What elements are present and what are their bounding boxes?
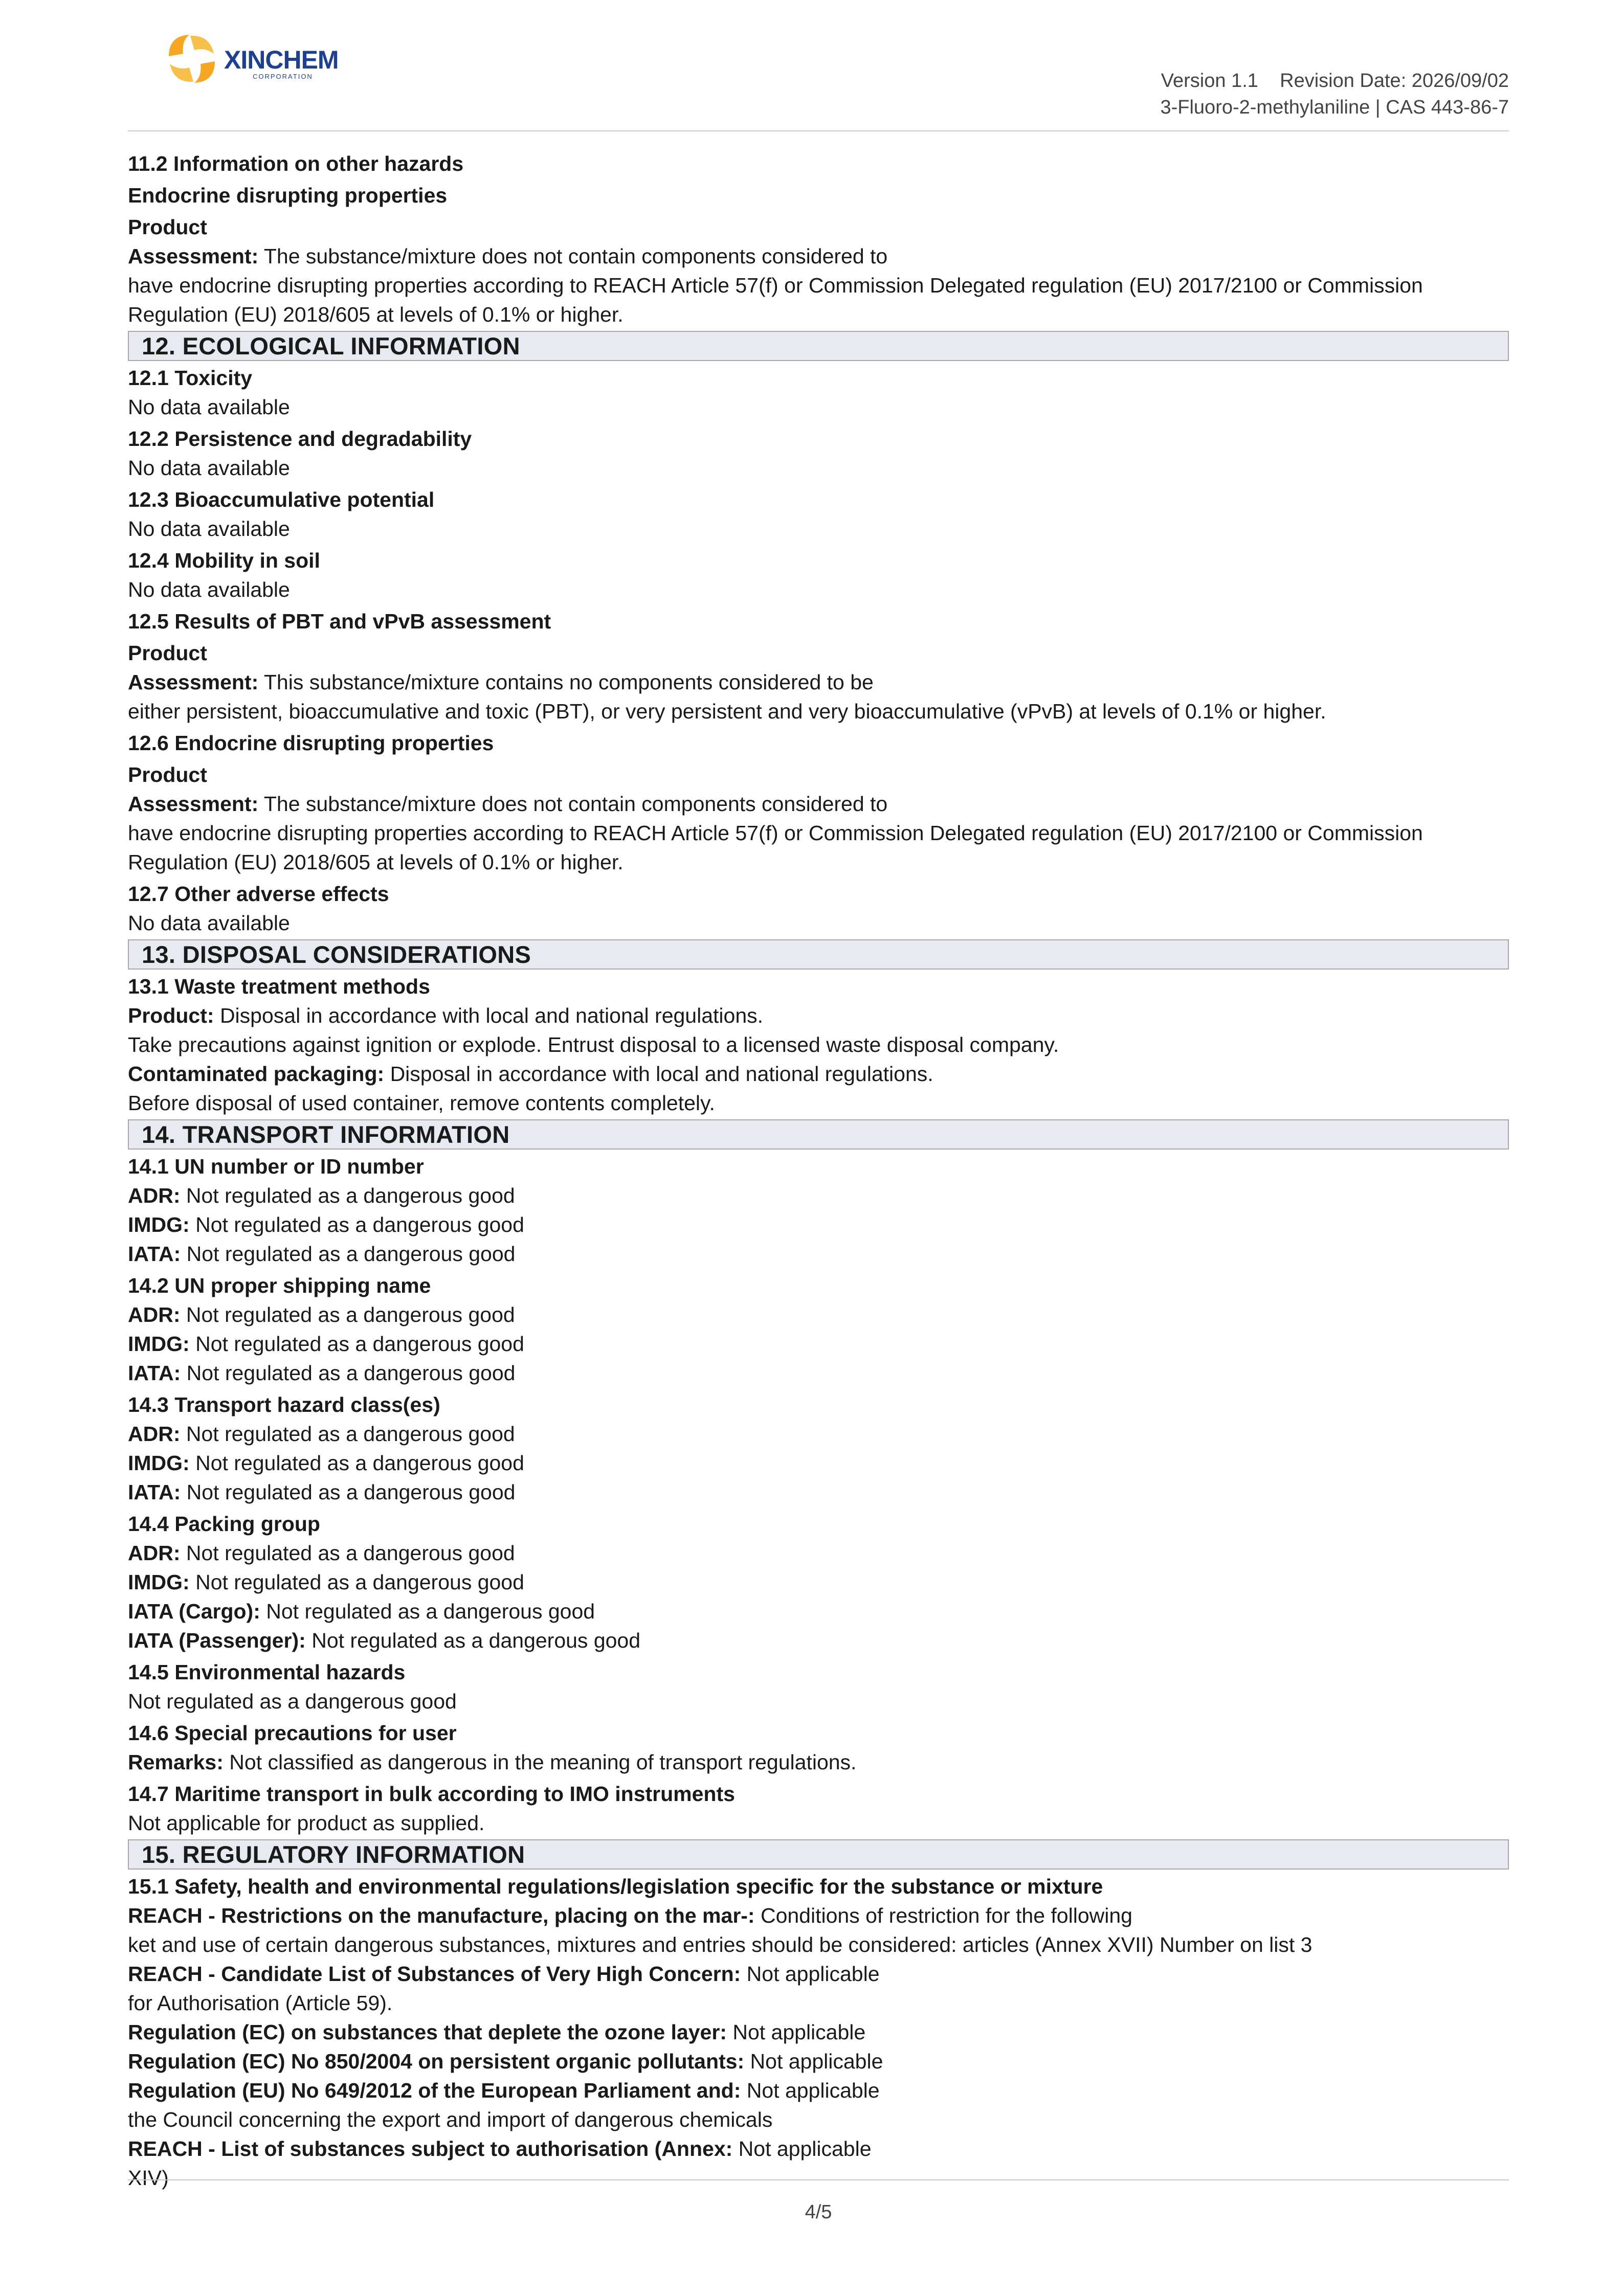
version-line <box>1160 67 1509 94</box>
remarks-text: Not classified as dangerous in the meaning of transport regulations. <box>223 1750 857 1774</box>
heading-12-5: 12.5 Results of PBT and vPvB assessment <box>128 610 551 633</box>
iata-label: IATA: <box>128 1480 181 1504</box>
ozone-value: Not applicable <box>726 2020 866 2044</box>
assessment-label: Assessment: <box>128 792 259 816</box>
pop-label: Regulation (EC) No 850/2004 on persistent organic pollutants: <box>128 2050 745 2073</box>
xinchem-logo-icon <box>159 26 225 92</box>
iata-value: Not regulated as a dangerous good <box>186 1242 516 1266</box>
row-iata-passenger <box>128 1626 1509 1655</box>
subheading-endocrine: Endocrine disrupting properties <box>128 184 448 207</box>
reach-authorisation <box>128 2134 1509 2164</box>
heading-14-3: 14.3 Transport hazard class(es) <box>128 1393 440 1416</box>
text-12-3: No data available <box>128 517 290 541</box>
reach-authorisation-value: Not applicable <box>732 2137 872 2160</box>
heading-14-6: 14.6 Special precautions for user <box>128 1721 457 1745</box>
imdg-value: Not regulated as a dangerous good <box>195 1332 524 1356</box>
assessment-label: Assessment: <box>128 244 259 268</box>
page-header <box>128 0 1509 131</box>
imdg-value: Not regulated as a dangerous good <box>195 1570 524 1594</box>
product-disposal <box>128 1001 1509 1030</box>
adr-value: Not regulated as a dangerous good <box>186 1541 515 1565</box>
section-12-header: 12. ECOLOGICAL INFORMATION <box>128 331 1509 361</box>
imdg-value: Not regulated as a dangerous good <box>195 1213 524 1236</box>
reach-candidate <box>128 1960 1509 1989</box>
reach-authorisation-label: REACH - List of substances subject to authorisation (Annex: <box>128 2137 733 2160</box>
product-label: Product: <box>128 1004 214 1027</box>
section-15-header: 15. REGULATORY INFORMATION <box>128 1839 1509 1870</box>
reach-authorisation-cont: XIV) <box>128 2166 169 2190</box>
reach-restrictions-value: Conditions of restriction for the following <box>754 1904 1132 1927</box>
row-adr <box>128 1181 1509 1210</box>
logo-subtitle: CORPORATION <box>253 73 313 80</box>
reach-candidate-cont: for Authorisation (Article 59). <box>128 1991 393 2015</box>
ozone-label: Regulation (EC) on substances that deplete the ozone layer: <box>128 2020 727 2044</box>
label-product: Product <box>128 215 207 239</box>
assessment-12-6 <box>128 790 1509 819</box>
assessment-text: The substance/mixture does not contain components considered to <box>258 244 888 268</box>
pic-value: Not applicable <box>741 2079 880 2102</box>
heading-14-4: 14.4 Packing group <box>128 1512 320 1536</box>
row-adr <box>128 1300 1509 1330</box>
iata-passenger-label: IATA (Passenger): <box>128 1629 306 1652</box>
imdg-label: IMDG: <box>128 1451 190 1475</box>
heading-11-2: 11.2 Information on other hazards <box>128 152 464 175</box>
imdg-label: IMDG: <box>128 1332 190 1356</box>
heading-12-6: 12.6 Endocrine disrupting properties <box>128 731 494 755</box>
product-identifier: 3-Fluoro-2-methylaniline | CAS 443-86-7 <box>1160 97 1509 118</box>
iata-label: IATA: <box>128 1361 181 1385</box>
adr-value: Not regulated as a dangerous good <box>186 1184 515 1207</box>
row-imdg <box>128 1330 1509 1359</box>
assessment-cont-2: Regulation (EU) 2018/605 at levels of 0.1% or higher. <box>128 303 624 326</box>
version: Version 1.1 <box>1161 70 1258 92</box>
footer-divider <box>128 2179 1509 2180</box>
heading-12-3: 12.3 Bioaccumulative potential <box>128 488 435 511</box>
heading-13-1: 13.1 Waste treatment methods <box>128 975 430 998</box>
heading-12-2: 12.2 Persistence and degradability <box>128 427 472 451</box>
text-14-7: Not applicable for product as supplied. <box>128 1811 485 1835</box>
assessment-cont-1: have endocrine disrupting properties according to REACH Article 57(f) or Commission Delegated regulation (EU) 2017/2100 or Commission <box>128 274 1423 297</box>
iata-cargo-value: Not regulated as a dangerous good <box>266 1600 595 1623</box>
logo-wordmark: XINCHEM <box>224 46 339 74</box>
iata-label: IATA: <box>128 1242 181 1266</box>
row-iata <box>128 1478 1509 1507</box>
heading-15-1: 15.1 Safety, health and environmental regulations/legislation specific for the substance or mixture <box>128 1875 1103 1898</box>
imdg-label: IMDG: <box>128 1570 190 1594</box>
header-meta <box>1160 67 1509 121</box>
text-14-5: Not regulated as a dangerous good <box>128 1690 457 1713</box>
assessment-text: The substance/mixture does not contain components considered to <box>258 792 888 816</box>
assessment-12-5 <box>128 668 1509 697</box>
text-12-2: No data available <box>128 456 290 480</box>
iata-value: Not regulated as a dangerous good <box>186 1361 516 1385</box>
heading-14-2: 14.2 UN proper shipping name <box>128 1274 431 1297</box>
adr-value: Not regulated as a dangerous good <box>186 1303 515 1326</box>
assessment-text: This substance/mixture contains no components considered to be <box>258 670 874 694</box>
assessment-12-6-cont-1: have endocrine disrupting properties according to REACH Article 57(f) or Commission Delegated regulation (EU) 2017/2100 or Commission <box>128 821 1423 845</box>
label-product-12-6: Product <box>128 763 207 786</box>
heading-12-1: 12.1 Toxicity <box>128 366 253 390</box>
pop-regulation <box>128 2047 1509 2076</box>
packaging-disposal-cont: Before disposal of used container, remove contents completely. <box>128 1091 715 1115</box>
reach-candidate-label: REACH - Candidate List of Substances of Very High Concern: <box>128 1962 741 1986</box>
text-12-7: No data available <box>128 911 290 935</box>
adr-label: ADR: <box>128 1541 181 1565</box>
row-iata-cargo <box>128 1597 1509 1626</box>
adr-label: ADR: <box>128 1184 181 1207</box>
pic-regulation <box>128 2076 1509 2105</box>
assessment-line <box>128 242 1509 271</box>
revision-date: Revision Date: 2026/09/02 <box>1280 70 1509 92</box>
iata-passenger-value: Not regulated as a dangerous good <box>312 1629 641 1652</box>
heading-14-5: 14.5 Environmental hazards <box>128 1660 406 1684</box>
section-13-header: 13. DISPOSAL CONSIDERATIONS <box>128 939 1509 970</box>
iata-value: Not regulated as a dangerous good <box>186 1480 516 1504</box>
reach-restrictions <box>128 1901 1509 1930</box>
imdg-label: IMDG: <box>128 1213 190 1236</box>
row-adr <box>128 1420 1509 1449</box>
heading-12-7: 12.7 Other adverse effects <box>128 882 389 906</box>
assessment-12-5-cont: either persistent, bioaccumulative and toxic (PBT), or very persistent and very bioaccumulative (vPvB) at levels of 0.1% or higher. <box>128 700 1326 723</box>
pic-regulation-cont: the Council concerning the export and import of dangerous chemicals <box>128 2108 773 2131</box>
pic-label: Regulation (EU) No 649/2012 of the European Parliament and: <box>128 2079 741 2102</box>
packaging-label: Contaminated packaging: <box>128 1062 385 1086</box>
reach-candidate-value: Not applicable <box>741 1962 880 1986</box>
product-text: Disposal in accordance with local and national regulations. <box>214 1004 764 1027</box>
row-imdg <box>128 1210 1509 1240</box>
text-12-4: No data available <box>128 578 290 601</box>
assessment-12-6-cont-2: Regulation (EU) 2018/605 at levels of 0.1% or higher. <box>128 850 624 874</box>
assessment-label: Assessment: <box>128 670 259 694</box>
packaging-disposal <box>128 1060 1509 1089</box>
remarks-label: Remarks: <box>128 1750 224 1774</box>
row-imdg <box>128 1568 1509 1597</box>
text-12-1: No data available <box>128 395 290 419</box>
imdg-value: Not regulated as a dangerous good <box>195 1451 524 1475</box>
packaging-text: Disposal in accordance with local and national regulations. <box>384 1062 933 1086</box>
section-14-header: 14. TRANSPORT INFORMATION <box>128 1119 1509 1150</box>
company-logo <box>159 26 373 92</box>
row-adr <box>128 1539 1509 1568</box>
page-number: 4/5 <box>805 2201 832 2223</box>
reach-restrictions-label: REACH - Restrictions on the manufacture, placing on the mar-: <box>128 1904 755 1927</box>
heading-14-7: 14.7 Maritime transport in bulk according to IMO instruments <box>128 1782 735 1806</box>
pop-value: Not applicable <box>744 2050 883 2073</box>
remarks-14-6 <box>128 1748 1509 1777</box>
product-disposal-cont: Take precautions against ignition or explode. Entrust disposal to a licensed waste disposal company. <box>128 1033 1059 1056</box>
reach-restrictions-cont: ket and use of certain dangerous substances, mixtures and entries should be considered: articles (Annex XVII) Number on list 3 <box>128 1933 1312 1956</box>
adr-value: Not regulated as a dangerous good <box>186 1422 515 1446</box>
adr-label: ADR: <box>128 1303 181 1326</box>
heading-12-4: 12.4 Mobility in soil <box>128 549 320 572</box>
row-iata <box>128 1359 1509 1388</box>
ozone-regulation <box>128 2018 1509 2047</box>
adr-label: ADR: <box>128 1422 181 1446</box>
document-content <box>128 146 1509 2193</box>
label-product-12-5: Product <box>128 641 207 665</box>
row-imdg <box>128 1449 1509 1478</box>
iata-cargo-label: IATA (Cargo): <box>128 1600 260 1623</box>
row-iata <box>128 1240 1509 1269</box>
heading-14-1: 14.1 UN number or ID number <box>128 1155 424 1178</box>
